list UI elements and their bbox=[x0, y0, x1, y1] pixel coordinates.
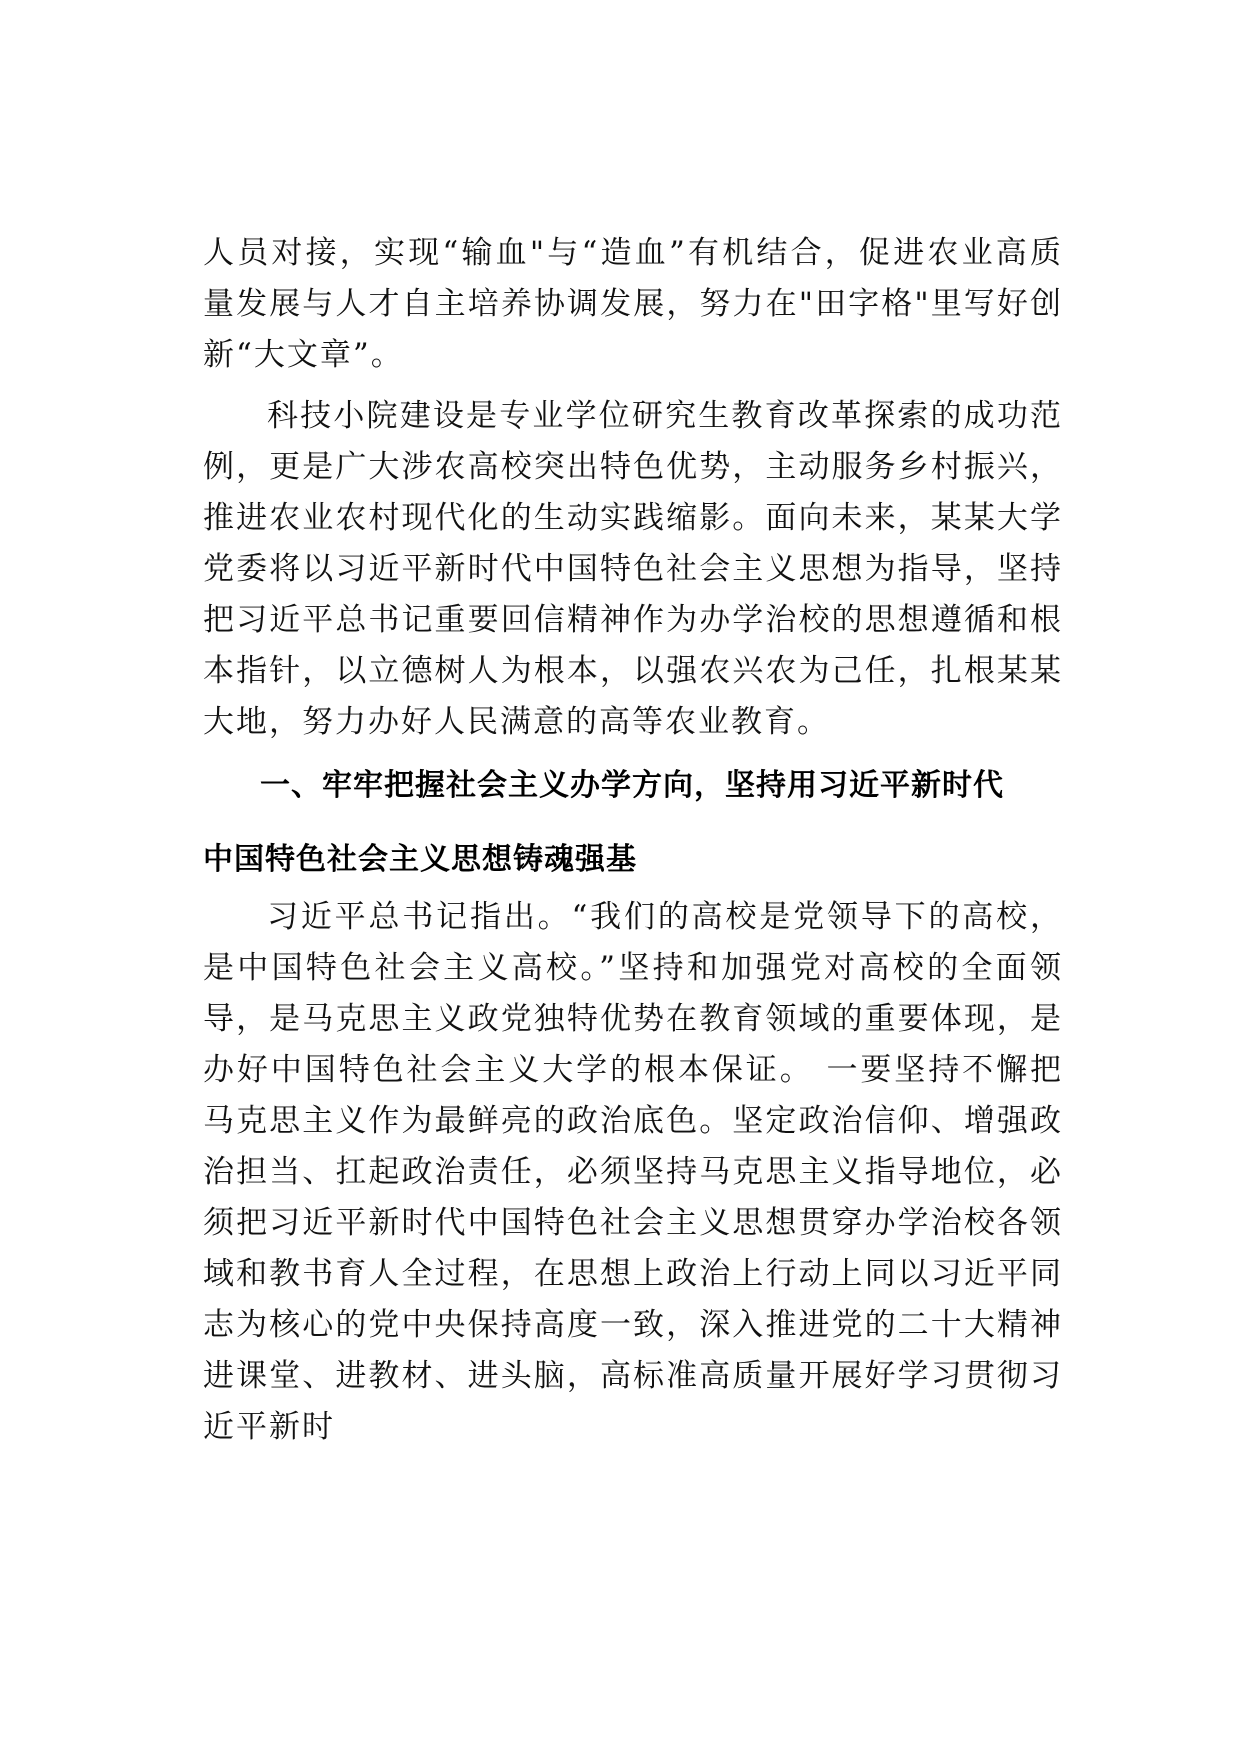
paragraph-science-courtyard: 科技小院建设是专业学位研究生教育改革探索的成功范例，更是广大涉农高校突出特色优势，主动服务乡村振兴，推进农业农村现代化的生动实践缩影。面向未来，某某大学党委将以习近平新时代中国特色社会主义思想为指导，坚持把习近平总书记重要回信精神作为办学治校的思想遵循和根本指针，以立德树人为根本，以强农兴农为己任，扎根某某大地，努力办好人民满意的高等农业教育。 bbox=[203, 398, 1063, 740]
paragraph-continuation: 人员对接，实现“输血"与“造血”有机结合，促进农业高质量发展与人才自主培养协调发展，努力在"田字格"里写好创新“大文章”。 bbox=[203, 235, 1063, 373]
section-heading-line-2: 中国特色社会主义思想铸魂强基 bbox=[203, 842, 637, 877]
section-heading bbox=[203, 758, 1063, 888]
paragraph-section-one: 习近平总书记指出。“我们的高校是党领导下的高校，是中国特色社会主义高校。”坚持和加强党对高校的全面领导，是马克思主义政党独特优势在教育领域的重要体现，是办好中国特色社会主义大学的根本保证。 一要坚持不懈把马克思主义作为最鲜亮的政治底色。坚定政治信仰、增强政治担当、扛起政治责任，必须坚持马克思主义指导地位，必须把习近平新时代中国特色社会主义思想贯穿办学治校各领域和教书育人全过程，在思想上政治上行动上同以习近平同志为核心的党中央保持高度一致，深入推进党的二十大精神进课堂、进教材、进头脑，高标准高质量开展好学习贯彻习近平新时 bbox=[203, 899, 1063, 1445]
section-heading-line-1: 一、牢牢把握社会主义办学方向，坚持用习近平新时代 bbox=[260, 768, 1004, 803]
document-body bbox=[203, 228, 1063, 1453]
